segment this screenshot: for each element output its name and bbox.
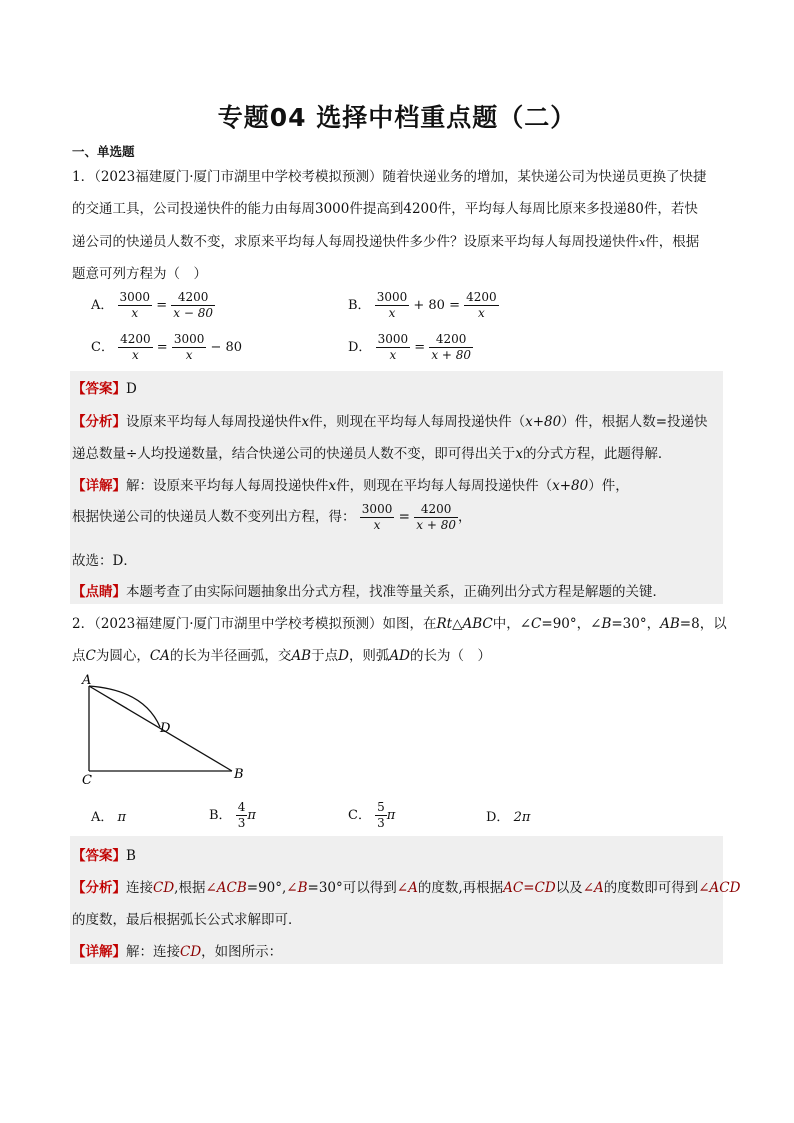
numerator: 3000 [119, 290, 151, 304]
fraction [376, 332, 411, 363]
q1-answer [72, 377, 137, 397]
denominator: x [478, 306, 485, 320]
math: AD [389, 648, 411, 664]
q1-option-c[interactable] [91, 332, 242, 363]
q1-line-3b: 件，根据 [645, 234, 700, 250]
q2-analysis-line-1 [72, 876, 740, 896]
option-value: π [117, 810, 127, 825]
numerator: 3000 [376, 290, 408, 304]
option-label: B． [348, 298, 371, 313]
math: ∠ACD [698, 880, 741, 896]
equals-sign: = [156, 298, 168, 313]
denominator: x [389, 348, 397, 362]
answer-tag: 【答案】 [72, 848, 126, 864]
q1-line-3a: 递公司的快递员人数不变，求原来平均每人每周投递快件多少件？设原来平均每人每周投递快件 [72, 234, 639, 250]
text: 为圆心， [95, 648, 150, 664]
plus-term: + 80 = [413, 298, 460, 313]
text: =90°， [541, 616, 591, 632]
text: 解：设原来平均每人每周投递快件 [126, 478, 329, 494]
fraction [375, 290, 410, 321]
q2-detail-line-1 [72, 940, 282, 960]
text: 2．（2023福建厦门·厦门市湖里中学校考模拟预测）如图，在 [72, 616, 437, 632]
fraction [236, 800, 248, 831]
equals-sign: = [414, 340, 426, 355]
q2-option-a[interactable] [91, 806, 126, 825]
fraction [118, 290, 153, 321]
math: CD [180, 944, 202, 960]
text: 以及 [555, 880, 583, 896]
text: 本题考查了由实际问题抽象出分式方程，找准等量关系，正确列出分式方程是解题的关键． [126, 584, 666, 600]
text: ，则弧 [348, 648, 390, 664]
equals-sign: = [398, 509, 410, 525]
text: 中， [492, 616, 520, 632]
text: ,根据 [174, 880, 206, 896]
text: ， [457, 509, 472, 525]
numerator: 4200 [171, 290, 215, 306]
text: 连接 [126, 880, 153, 896]
fraction [360, 502, 395, 533]
math: ∠ACB [205, 880, 247, 896]
math: ∠B [590, 616, 612, 632]
fraction [429, 332, 473, 363]
denominator: x [373, 518, 381, 532]
math: Rt△ABC [436, 616, 493, 632]
denominator: 3 [237, 816, 246, 830]
option-label: A． [91, 298, 114, 313]
label-b: B [234, 767, 244, 782]
q1-analysis-line-1 [72, 410, 708, 430]
option-value: 2π [513, 810, 531, 825]
page-title: 专题04 选择中档重点题（二） [217, 103, 577, 132]
denominator: x [131, 306, 139, 320]
denominator: x [185, 348, 193, 362]
option-label: C． [91, 340, 114, 355]
math: AB [660, 616, 680, 632]
q1-option-d[interactable] [348, 332, 473, 363]
fraction [464, 290, 499, 321]
q1-analysis-line-2 [72, 442, 671, 462]
text: 解：连接 [126, 944, 180, 960]
denominator: x [131, 348, 139, 362]
denominator: x + 80 [416, 518, 456, 532]
text: 的长为（ ） [410, 648, 492, 664]
text: 的分式方程，此题得解． [522, 446, 672, 462]
text: ）件， [588, 478, 629, 494]
text: 件，则现在平均每人每周投递快件（ [309, 414, 526, 430]
q2-option-b[interactable] [209, 800, 256, 831]
math: ∠A [396, 880, 418, 896]
text: =8，以 [679, 616, 727, 632]
fraction [118, 332, 153, 363]
q1-var: x [639, 236, 646, 249]
numerator: 4200 [414, 502, 458, 518]
fraction [172, 332, 207, 363]
equals-sign: = [156, 340, 168, 355]
numerator: 3000 [377, 332, 409, 346]
denominator: x − 80 [173, 306, 213, 320]
math: D [338, 648, 349, 664]
minus-term: − 80 [210, 340, 243, 355]
q1-line-2: 的交通工具，公司投递快件的能力由每周3000件提高到4200件，平均每人每周比原来多投递80件，若快 [72, 201, 698, 217]
math: CA [149, 648, 170, 664]
answer-value: D [126, 381, 137, 397]
denominator: 3 [377, 816, 385, 830]
text: 的度数,再根据 [417, 880, 504, 896]
numerator: 3000 [361, 502, 393, 516]
text: 的度数即可得到 [603, 880, 699, 896]
answer-tag: 【答案】 [72, 381, 126, 397]
fraction [171, 290, 215, 321]
option-label: A． [91, 810, 114, 825]
q2-line-2 [72, 644, 491, 664]
expression: x+80 [552, 478, 589, 494]
label-d: D [160, 721, 171, 736]
numerator: 4200 [120, 332, 151, 346]
analysis-tag: 【分析】 [72, 414, 126, 430]
option-label: C． [348, 808, 371, 823]
q1-line-3 [72, 230, 699, 250]
q1-line-1: 1．（2023福建厦门·厦门市湖里中学校考模拟预测）随着快递业务的增加，某快递公司为快递员更换了快捷 [72, 169, 707, 185]
numerator: 4200 [429, 332, 473, 348]
q2-line-1 [72, 612, 727, 632]
section-heading: 一、单选题 [72, 144, 135, 159]
text: =30°， [611, 616, 661, 632]
detail-tag: 【详解】 [72, 944, 126, 960]
label-c: C [82, 773, 92, 788]
denominator: x + 80 [431, 348, 472, 362]
fraction [375, 800, 387, 831]
q1-line-4: 题意可列方程为（ ） [72, 266, 207, 282]
expression: x+80 [525, 414, 562, 430]
option-label: D． [348, 340, 372, 355]
label-a: A [82, 673, 92, 688]
text: 的长为半径画弧，交 [169, 648, 292, 664]
comment-tag: 【点睛】 [72, 584, 126, 600]
math: ∠C [519, 616, 542, 632]
pi-symbol: π [247, 808, 256, 823]
q1-detail-line-2 [72, 502, 471, 533]
fraction [414, 502, 458, 533]
pi-symbol: π [386, 808, 396, 823]
analysis-tag: 【分析】 [72, 880, 126, 896]
var-x: x [515, 446, 523, 462]
q2-option-d[interactable] [486, 806, 530, 825]
math: AB [291, 648, 312, 664]
math: C [85, 648, 96, 664]
text: =30°可以得到 [307, 880, 397, 896]
text: 于点 [311, 648, 339, 664]
q1-option-b[interactable] [348, 290, 499, 321]
text: ）件，根据人数=投递快 [561, 414, 708, 430]
numerator: 4200 [466, 290, 497, 304]
q1-detail-line-1 [72, 474, 629, 494]
q2-analysis-line-2: 的度数，最后根据弧长公式求解即可． [72, 912, 302, 928]
q2-option-c[interactable] [348, 800, 395, 831]
text: 件，则现在平均每人每周投递快件（ [336, 478, 553, 494]
var-x: x [301, 414, 310, 430]
denominator: x [388, 306, 396, 320]
q2-answer [72, 844, 136, 864]
triangle-figure [72, 670, 262, 788]
var-x: x [328, 478, 337, 494]
q1-choose: 故选：D． [72, 553, 137, 569]
text: ，如图所示： [201, 944, 283, 960]
text: 设原来平均每人每周投递快件 [126, 414, 302, 430]
answer-value: B [126, 848, 136, 864]
math: ∠A [582, 880, 604, 896]
math: AC=CD [503, 880, 556, 896]
text: 根据快递公司的快递员人数不变列出方程，得： [72, 509, 356, 525]
option-label: D． [486, 810, 510, 825]
text: 点 [72, 648, 86, 664]
math: ∠B [286, 880, 308, 896]
q1-option-a[interactable] [91, 290, 215, 321]
q1-comment [72, 580, 666, 600]
option-label: B． [209, 808, 232, 823]
math: CD [153, 880, 175, 896]
text: 递总数量÷人均投递数量，结合快递公司的快递员人数不变，即可得出关于 [72, 446, 516, 462]
numerator: 4 [237, 800, 246, 814]
text: =90°, [246, 880, 287, 896]
numerator: 5 [377, 800, 385, 814]
detail-tag: 【详解】 [72, 478, 126, 494]
numerator: 3000 [173, 332, 205, 346]
